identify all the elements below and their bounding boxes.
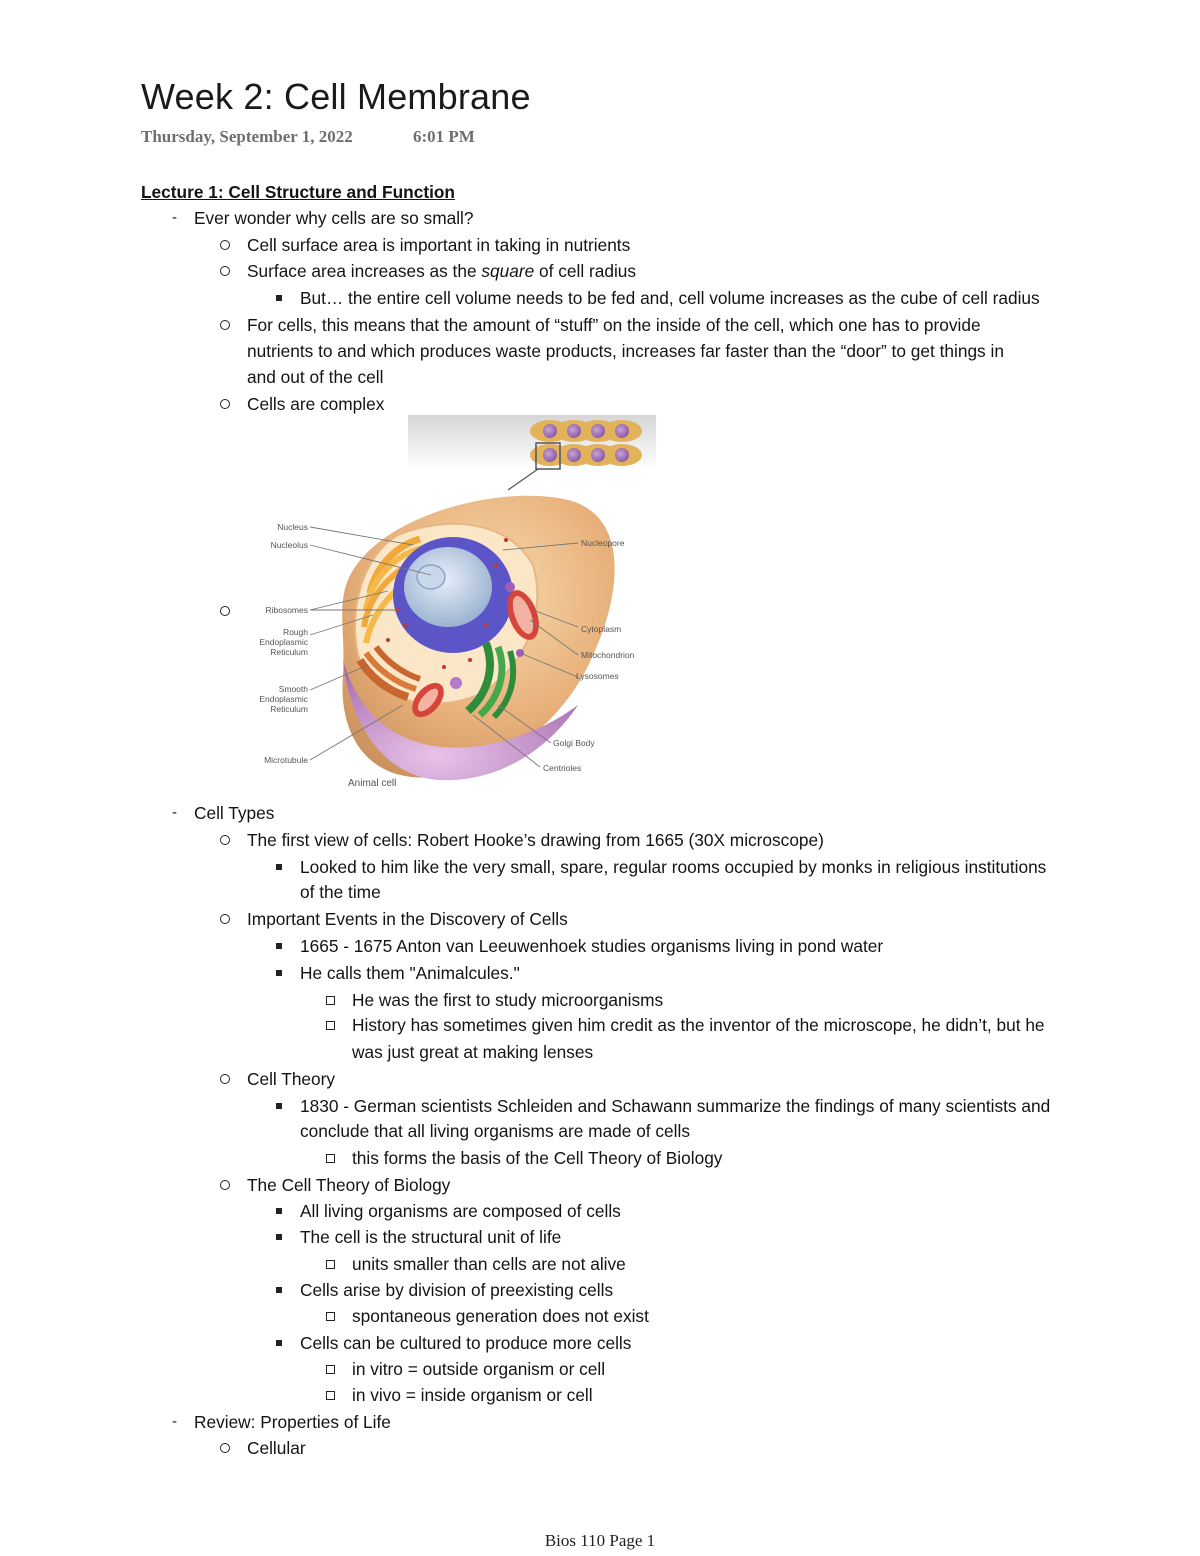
square-bullet [276,970,282,976]
animal-cell-diagram [248,415,656,793]
list-item-continued: nutrients to and which produces waste products, increases far faster than the “door” to get things in [247,341,1004,361]
label-rough-er: Reticulum [270,647,308,657]
list-item: spontaneous generation does not exist [352,1306,649,1326]
list-item: Cells are complex [247,394,385,414]
open-square-bullet [326,1260,335,1269]
list-item: Important Events in the Discovery of Cells [247,909,568,929]
figure-caption: Animal cell [348,778,397,789]
label-smooth-er: Smooth [278,684,308,694]
circle-bullet [220,606,230,616]
square-bullet [276,1208,282,1214]
list-item: The Cell Theory of Biology [247,1175,451,1195]
list-item: Cell surface area is important in taking in nutrients [247,235,631,255]
square-bullet [276,1103,282,1109]
circle-bullet [220,1180,230,1190]
circle-bullet [220,1074,230,1084]
open-square-bullet [326,1391,335,1400]
label-mitochondrion: Mitochondrion [581,650,635,660]
circle-bullet [220,266,230,276]
list-item: But… the entire cell volume needs to be fed and, cell volume increases as the cube of cell radius [300,288,1040,308]
label-ribosomes: Ribosomes [265,605,308,615]
circle-bullet [220,240,230,250]
square-bullet [276,864,282,870]
list-item-continued: of the time [300,882,381,902]
list-item: Surface area increases as the square of cell radius [247,261,637,281]
list-item: 1830 - German scientists Schleiden and Schawann summarize the findings of many scientists and [300,1096,1051,1116]
label-centrioles: Centrioles [543,763,582,773]
list-item: Looked to him like the very small, spare, regular rooms occupied by monks in religious institutions [300,857,1047,877]
circle-bullet [220,1443,230,1453]
square-bullet [276,295,282,301]
label-lysosomes: Lysosomes [576,671,619,681]
square-bullet [276,1234,282,1240]
list-item: Cellular [247,1438,306,1458]
list-item: 1665 - 1675 Anton van Leeuwenhoek studies organisms living in pond water [300,936,884,956]
label-smooth-er: Endoplasmic [259,694,308,704]
list-item-continued: and out of the cell [247,367,384,387]
list-item: He calls them "Animalcules." [300,963,520,983]
list-item: The first view of cells: Robert Hooke’s drawing from 1665 (30X microscope) [247,830,824,850]
list-item: Cell Theory [247,1069,336,1089]
list-item-continued: was just great at making lenses [352,1042,594,1062]
list-item: The cell is the structural unit of life [300,1227,562,1247]
label-nucleolus: Nucleolus [270,540,308,550]
note-date: Thursday, September 1, 2022 [141,127,353,146]
list-item: in vitro = outside organism or cell [352,1359,606,1379]
dash-bullet: - [172,1413,177,1430]
page-title: Week 2: Cell Membrane [141,76,531,117]
list-item: All living organisms are composed of cells [300,1201,621,1221]
list-item: History has sometimes given him credit as the inventor of the microscope, he didn’t, but he [352,1015,1045,1035]
list-item: Cells arise by division of preexisting cells [300,1280,614,1300]
circle-bullet [220,399,230,409]
section-heading: Lecture 1: Cell Structure and Function [141,182,455,202]
list-item: units smaller than cells are not alive [352,1254,626,1274]
label-smooth-er: Reticulum [270,704,308,714]
list-item: Cells can be cultured to produce more cells [300,1333,632,1353]
dash-bullet: - [172,804,177,821]
list-item: in vivo = inside organism or cell [352,1385,593,1405]
nucleus [393,537,513,653]
circle-bullet [220,320,230,330]
square-bullet [276,1287,282,1293]
open-square-bullet [326,996,335,1005]
list-item: Ever wonder why cells are so small? [194,208,474,228]
open-square-bullet [326,1021,335,1030]
label-microtubule: Microtubule [264,755,308,765]
open-square-bullet [326,1154,335,1163]
open-square-bullet [326,1312,335,1321]
square-bullet [276,943,282,949]
note-time: 6:01 PM [413,127,475,146]
label-rough-er: Endoplasmic [259,637,308,647]
circle-bullet [220,914,230,924]
label-nucleus: Nucleus [277,522,308,532]
list-item-continued: conclude that all living organisms are made of cells [300,1121,690,1141]
label-nucleopore: Nucleopore [581,538,625,548]
list-item: this forms the basis of the Cell Theory of Biology [352,1148,723,1168]
circle-bullet [220,835,230,845]
list-item: For cells, this means that the amount of “stuff” on the inside of the cell, which one has to provide [247,315,981,335]
label-golgi-body: Golgi Body [553,738,595,748]
dash-bullet: - [172,209,177,226]
label-rough-er: Rough [282,627,308,637]
emphasis-text: square [481,261,535,281]
square-bullet [276,1340,282,1346]
page-footer: Bios 110 Page 1 [544,1531,656,1550]
label-cytoplasm: Cytoplasm [581,624,622,634]
list-item: Review: Properties of Life [194,1412,391,1432]
list-item: Cell Types [194,803,275,823]
open-square-bullet [326,1365,335,1374]
list-item: He was the first to study microorganisms [352,990,664,1010]
